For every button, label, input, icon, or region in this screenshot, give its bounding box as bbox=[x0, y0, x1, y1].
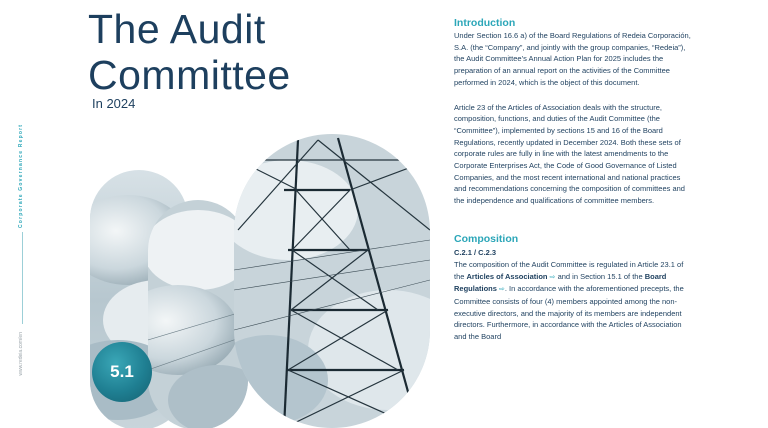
section-number-badge: 5.1 bbox=[92, 342, 152, 402]
sidebar-report-label: Corporate Governance Report bbox=[18, 123, 24, 228]
external-link-icon[interactable]: ⇨ bbox=[549, 273, 556, 281]
board-regulations-link[interactable]: Board Regulations bbox=[454, 271, 667, 294]
composition-heading: Composition bbox=[454, 232, 519, 245]
content-column bbox=[454, 17, 694, 343]
external-link-icon[interactable]: ⇨ bbox=[499, 286, 505, 294]
composition-paragraph bbox=[454, 259, 694, 343]
introduction-heading: Introduction bbox=[454, 17, 516, 29]
page-title-line2: Committee bbox=[88, 52, 291, 98]
composition-reference: C.2.1 / C.2.3 bbox=[454, 247, 497, 257]
introduction-paragraph-1: Under Section 16.6 a) of the Board Regulations of Redeia Corporación, S.A. (the “Company”, and jointly with the group companies, “Redeia”), the Audit Committee’s Annual Action Plan for 2025 includes the preparation of an annual report on the activities of the Committee performed in 2024, which is the object of this document. bbox=[454, 31, 691, 87]
composition-text-part2: and in Section 15.1 of the bbox=[555, 271, 645, 281]
composition-text-part1: The composition of the Audit Committee is regulated in Article 23.1 of the bbox=[454, 259, 684, 281]
page-year: In 2024 bbox=[92, 96, 136, 111]
sidebar-divider bbox=[22, 232, 23, 324]
composition-text-part3: . In accordance with the aforementioned precepts, the Committee consists of four (4) members appointed among the non-executive directors, and the majority of its members are independent directors. Furthermore, in accordance with the Articles of Association and the Board bbox=[454, 284, 684, 342]
page-title bbox=[88, 6, 291, 98]
introduction-paragraph-2: Article 23 of the Articles of Association deals with the structure, composition, functions, and duties of the Audit Committee (the “Committee”), implemented by sections 15 and 16 of the Board Regulations, recently updated in December 2024. Both these sets of corporate rules are fully in line with the latest amendments to the Corporate Enterprises Act, the Code of Good Governance of Listed Companies, and the most recent international and national practices and recommendations concerning the composition of committees and the independence and qualifications of committee members. bbox=[454, 102, 685, 206]
sidebar-url[interactable]: www.redeia.com/en bbox=[18, 332, 24, 376]
page-title-line1: The Audit bbox=[88, 6, 266, 52]
articles-of-association-link[interactable]: Articles of Association bbox=[466, 271, 548, 281]
